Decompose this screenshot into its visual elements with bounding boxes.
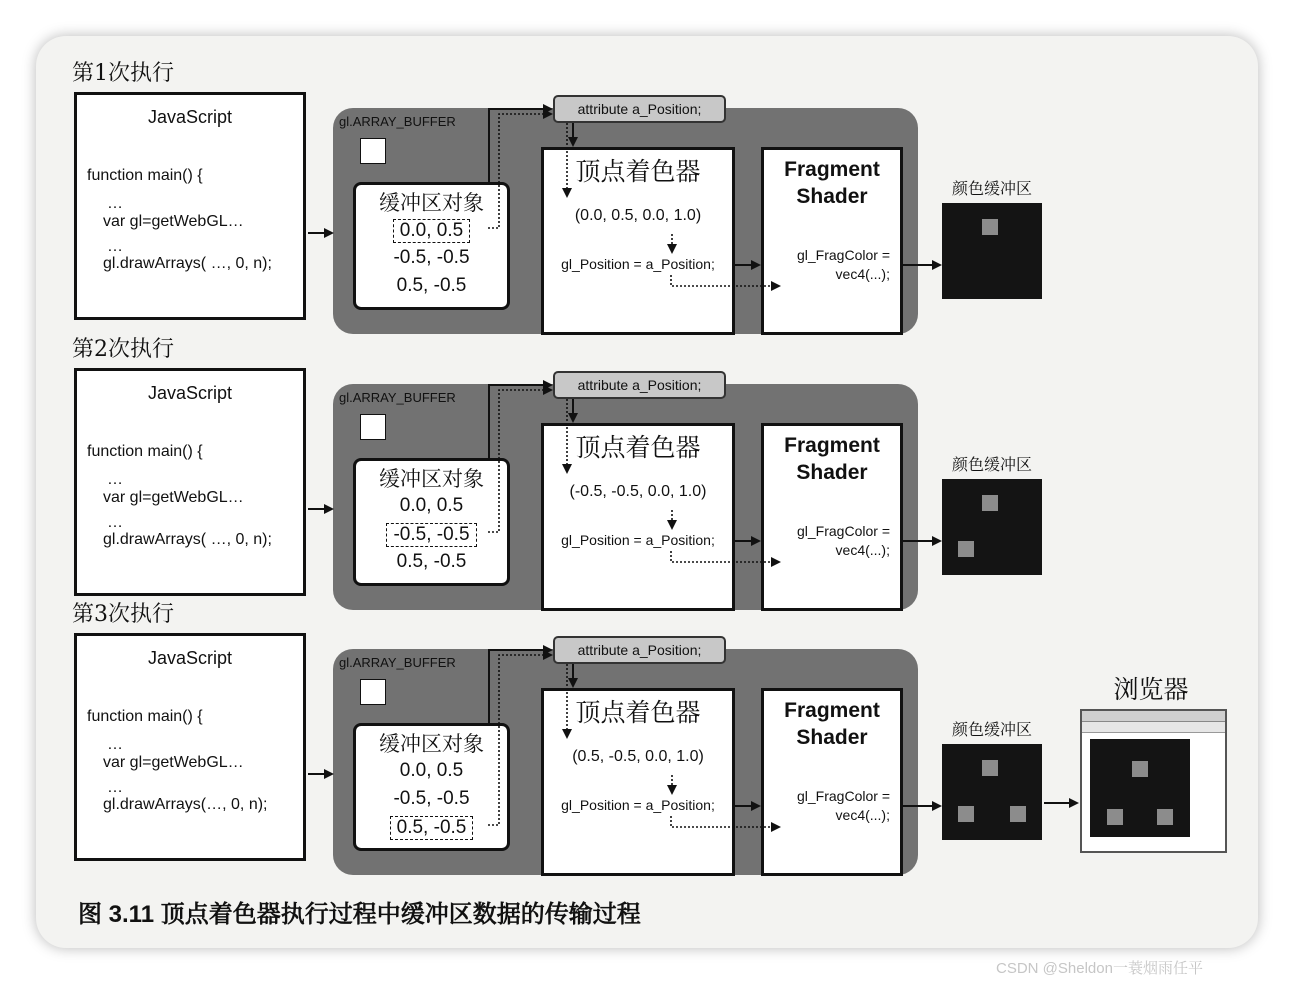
fragment-shader-code-line1: gl_FragColor = [797, 523, 890, 539]
code-line: … [107, 779, 123, 796]
figure-caption: 图 3.11 顶点着色器执行过程中缓冲区数据的传输过程 [78, 901, 641, 928]
fragment-shader-code-line2: vec4(...); [835, 266, 890, 282]
buffer-object-title: 缓冲区对象 [379, 467, 484, 491]
buffer-object-title: 缓冲区对象 [379, 732, 484, 756]
fragment-shader-title-line2: Shader [796, 461, 868, 484]
buffer-row-value: 0.0, 0.5 [393, 219, 470, 243]
connector-path [671, 816, 779, 827]
fragment-shader-code-line2: vec4(...); [835, 807, 890, 823]
attribute-a-position-label: attribute a_Position; [553, 636, 726, 664]
code-line: function main() { [87, 167, 203, 184]
vertex-shader-code: gl_Position = a_Position; [561, 797, 715, 813]
code-line: var gl=getWebGL… [103, 754, 244, 771]
vertex-shader-code: gl_Position = a_Position; [561, 532, 715, 548]
code-line: gl.drawArrays(…, 0, n); [103, 796, 268, 813]
fragment-shader-code-line1: gl_FragColor = [797, 247, 890, 263]
connector-path [488, 655, 551, 825]
fragment-shader-title-line1: Fragment [784, 434, 880, 457]
buffer-row-value: -0.5, -0.5 [386, 523, 476, 547]
attribute-a-position-label: attribute a_Position; [553, 95, 726, 123]
javascript-title: JavaScript [147, 648, 233, 668]
fragment-shader-title-line2: Shader [796, 726, 868, 749]
code-line: function main() { [87, 443, 203, 460]
fragment-shader-title-line2: Shader [796, 185, 868, 208]
watermark: CSDN @Sheldon一蓑烟雨任平 [996, 960, 1203, 977]
code-line: … [107, 514, 123, 531]
fragment-shader-code-line1: gl_FragColor = [797, 788, 890, 804]
color-buffer-label: 颜色缓冲区 [951, 179, 1032, 198]
code-line: … [107, 195, 123, 212]
code-line: … [107, 471, 123, 488]
buffer-row-value: 0.5, -0.5 [396, 551, 467, 572]
code-line: … [107, 736, 123, 753]
stage-title: 第2次执行 [72, 337, 174, 362]
connector-path [671, 551, 779, 562]
connector-path [488, 390, 551, 532]
javascript-title: JavaScript [147, 383, 233, 403]
vertex-shader-title: 顶点着色器 [575, 698, 701, 727]
code-line: gl.drawArrays( …, 0, n); [103, 531, 272, 548]
fragment-shader-title-line1: Fragment [784, 699, 880, 722]
buffer-row-value: 0.5, -0.5 [390, 816, 474, 840]
array-buffer-label: gl.ARRAY_BUFFER [339, 390, 456, 405]
vertex-position-vector: (-0.5, -0.5, 0.0, 1.0) [569, 483, 707, 500]
color-buffer-label: 颜色缓冲区 [951, 455, 1032, 474]
color-buffer-label: 颜色缓冲区 [951, 720, 1032, 739]
browser-label: 浏览器 [1113, 675, 1189, 704]
vertex-position-vector: (0.5, -0.5, 0.0, 1.0) [572, 748, 704, 765]
vertex-position-vector: (0.0, 0.5, 0.0, 1.0) [574, 207, 702, 224]
code-line: … [107, 238, 123, 255]
fragment-shader-code-line2: vec4(...); [835, 542, 890, 558]
code-line: var gl=getWebGL… [103, 489, 244, 506]
fragment-shader-title-line1: Fragment [784, 158, 880, 181]
buffer-row-value: 0.5, -0.5 [396, 275, 467, 296]
array-buffer-label: gl.ARRAY_BUFFER [339, 655, 456, 670]
buffer-row-value: -0.5, -0.5 [393, 247, 470, 268]
javascript-title: JavaScript [147, 107, 233, 127]
buffer-row-value: -0.5, -0.5 [393, 788, 470, 809]
code-line: gl.drawArrays( …, 0, n); [103, 255, 272, 272]
connector-path [671, 275, 779, 286]
vertex-shader-title: 顶点着色器 [575, 433, 701, 462]
code-line: var gl=getWebGL… [103, 213, 244, 230]
buffer-object-title: 缓冲区对象 [379, 191, 484, 215]
buffer-row-value: 0.0, 0.5 [399, 760, 464, 781]
connector-path [488, 114, 551, 228]
vertex-shader-code: gl_Position = a_Position; [561, 256, 715, 272]
stage-title: 第3次执行 [72, 602, 174, 627]
stage-title: 第1次执行 [72, 61, 174, 86]
attribute-a-position-label: attribute a_Position; [553, 371, 726, 399]
buffer-row-value: 0.0, 0.5 [399, 495, 464, 516]
vertex-shader-title: 顶点着色器 [575, 157, 701, 186]
array-buffer-label: gl.ARRAY_BUFFER [339, 114, 456, 129]
code-line: function main() { [87, 708, 203, 725]
